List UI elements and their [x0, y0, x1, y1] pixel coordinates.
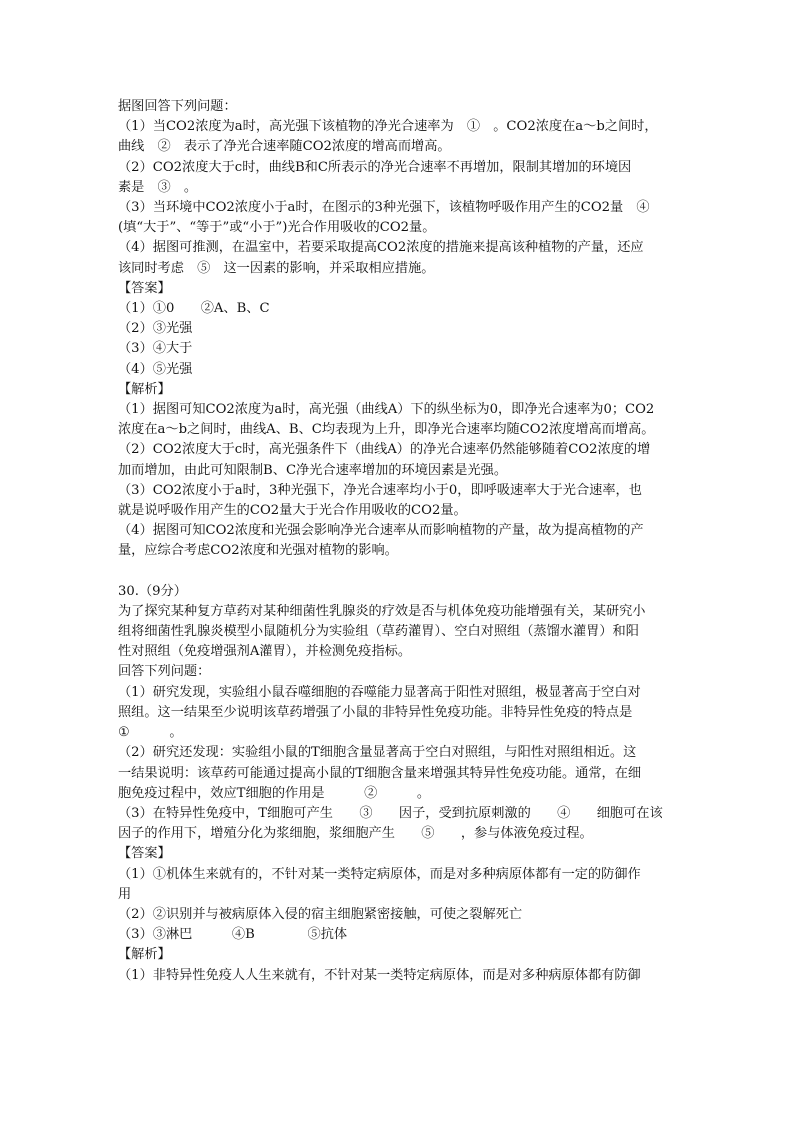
analysis-line: 就是说呼吸作用产生的CO2量大于光合作用吸收的CO2量。	[118, 503, 467, 519]
question-30-part-2-line: （2）研究还发现：实验组小鼠的T细胞含量显著高于空白对照组，与阳性对照组相近。这	[118, 745, 637, 761]
question-30-part-1-line: （1）研究发现，实验组小鼠吞噬细胞的吞噬能力显著高于阳性对照组，极显著高于空白对	[118, 684, 641, 700]
answer-heading: 【答案】	[118, 846, 171, 862]
document-page	[118, 97, 678, 986]
answer-line: （3）③淋巴 ④B ⑤抗体	[118, 927, 348, 943]
section-spacer	[118, 562, 678, 582]
analysis-line: （4）据图可知CO2浓度和光强会影响净光合速率从而影响植物的产量，故为提高植物的产	[118, 523, 644, 539]
analysis-line: 量，应综合考虑CO2浓度和光强对植物的影响。	[118, 543, 398, 559]
question-30-block	[118, 582, 678, 845]
question-30-title: 30.（9分）	[118, 583, 187, 599]
analysis-29	[118, 400, 678, 562]
question-30-part-2-line: 一结果说明：该草药可能通过提高小鼠的T细胞含量来增强其特异性免疫功能。通常，在细	[118, 765, 642, 781]
analysis-30	[118, 966, 678, 986]
question-29-part-2-line-2: 素是 ③ 。	[118, 179, 198, 195]
question-29-part-3-line-1: （3）当环境中CO2浓度小于a时，在图示的3种光强下，该植物呼吸作用产生的CO2量 ④	[118, 200, 650, 216]
analysis-line: （3）CO2浓度小于a时，3种光强下，净光合速率均小于0，即呼吸速率大于光合速率，也	[118, 482, 642, 498]
analysis-heading: 【解析】	[118, 947, 171, 963]
answer-line: （1）①机体生来就有的，不针对某一类特定病原体，而是对多种病原体都有一定的防御作	[118, 866, 641, 882]
question-29-part-3-line-2: (填“大于”、“等于”或“小于”)光合作用吸收的CO2量。	[118, 220, 436, 236]
answers-29	[118, 299, 678, 380]
answers-30	[118, 865, 678, 946]
answer-line: （1）①0 ②A、B、C	[118, 301, 270, 317]
answer-line: （4）⑤光强	[118, 361, 193, 377]
analysis-line: 浓度在a～b之间时，曲线A、B、C均表现为上升，即净光合速率均随CO2浓度增高而增高。	[118, 422, 655, 438]
answer-line: （2）②识别并与被病原体入侵的宿主细胞紧密接触，可使之裂解死亡	[118, 906, 523, 922]
question-30-part-2-line: 胞免疫过程中，效应T细胞的作用是 ② 。	[118, 785, 431, 801]
question-29-part-1-line-1: （1）当CO2浓度为a时，高光强下该植物的净光合速率为 ① 。CO2浓度在a～b之间时，	[118, 119, 658, 135]
question-intro: 据图回答下列问题：	[118, 99, 237, 114]
question-30-stem-line: 组将细菌性乳腺炎模型小鼠随机分为实验组（草药灌胃）、空白对照组（蒸馏水灌胃）和阳	[118, 624, 639, 640]
analysis-heading: 【解析】	[118, 381, 171, 397]
question-30-prompt: 回答下列问题：	[118, 664, 211, 680]
answer-line: 用	[118, 886, 132, 902]
question-29-part-1-line-2: 曲线 ② 表示了净光合速率随CO2浓度的增高而增高。	[118, 139, 451, 155]
question-30-part-3-line: （3）在特异性免疫中，T细胞可产生 ③ 因子，受到抗原刺激的 ④ 细胞可在该	[118, 805, 663, 821]
question-30-part-1-line: ① 。	[118, 725, 183, 741]
analysis-line: （1）据图可知CO2浓度为a时，高光强（曲线A）下的纵坐标为0，即净光合速率为0；CO2	[118, 402, 655, 418]
answer-line: （2）③光强	[118, 321, 193, 337]
question-29-block	[118, 97, 678, 279]
question-30-part-3-line: 因子的作用下，增殖分化为浆细胞，浆细胞产生 ⑤ ，参与体液免疫过程。	[118, 826, 593, 842]
question-30-stem-line: 为了探究某种复方草药对某种细菌性乳腺炎的疗效是否与机体免疫功能增强有关，某研究小	[118, 603, 646, 619]
answer-line: （3）④大于	[118, 341, 193, 357]
question-29-part-4-line-1: （4）据图可推测，在温室中，若要采取提高CO2浓度的措施来提高该种植物的产量，还应	[118, 240, 644, 256]
question-30-part-1-line: 照组。这一结果至少说明该草药增强了小鼠的非特异性免疫功能。非特异性免疫的特点是	[118, 704, 633, 720]
answer-heading: 【答案】	[118, 280, 171, 296]
question-30-stem-line: 性对照组（免疫增强剂A灌胃），并检测免疫指标。	[118, 644, 412, 660]
analysis-line: 加而增加，由此可知限制B、C净光合速率增加的环境因素是光强。	[118, 462, 508, 478]
question-29-part-2-line-1: （2）CO2浓度大于c时，曲线B和C所表示的净光合速率不再增加，限制其增加的环境因	[118, 159, 632, 175]
analysis-line: （2）CO2浓度大于c时，高光强条件下（曲线A）的净光合速率仍然能够随着CO2浓度的增	[118, 442, 651, 458]
analysis-line: （1）非特异性免疫人人生来就有，不针对某一类特定病原体，而是对多种病原体都有防御	[118, 967, 641, 983]
question-29-part-4-line-2: 该同时考虑 ⑤ 这一因素的影响，并采取相应措施。	[118, 260, 435, 276]
